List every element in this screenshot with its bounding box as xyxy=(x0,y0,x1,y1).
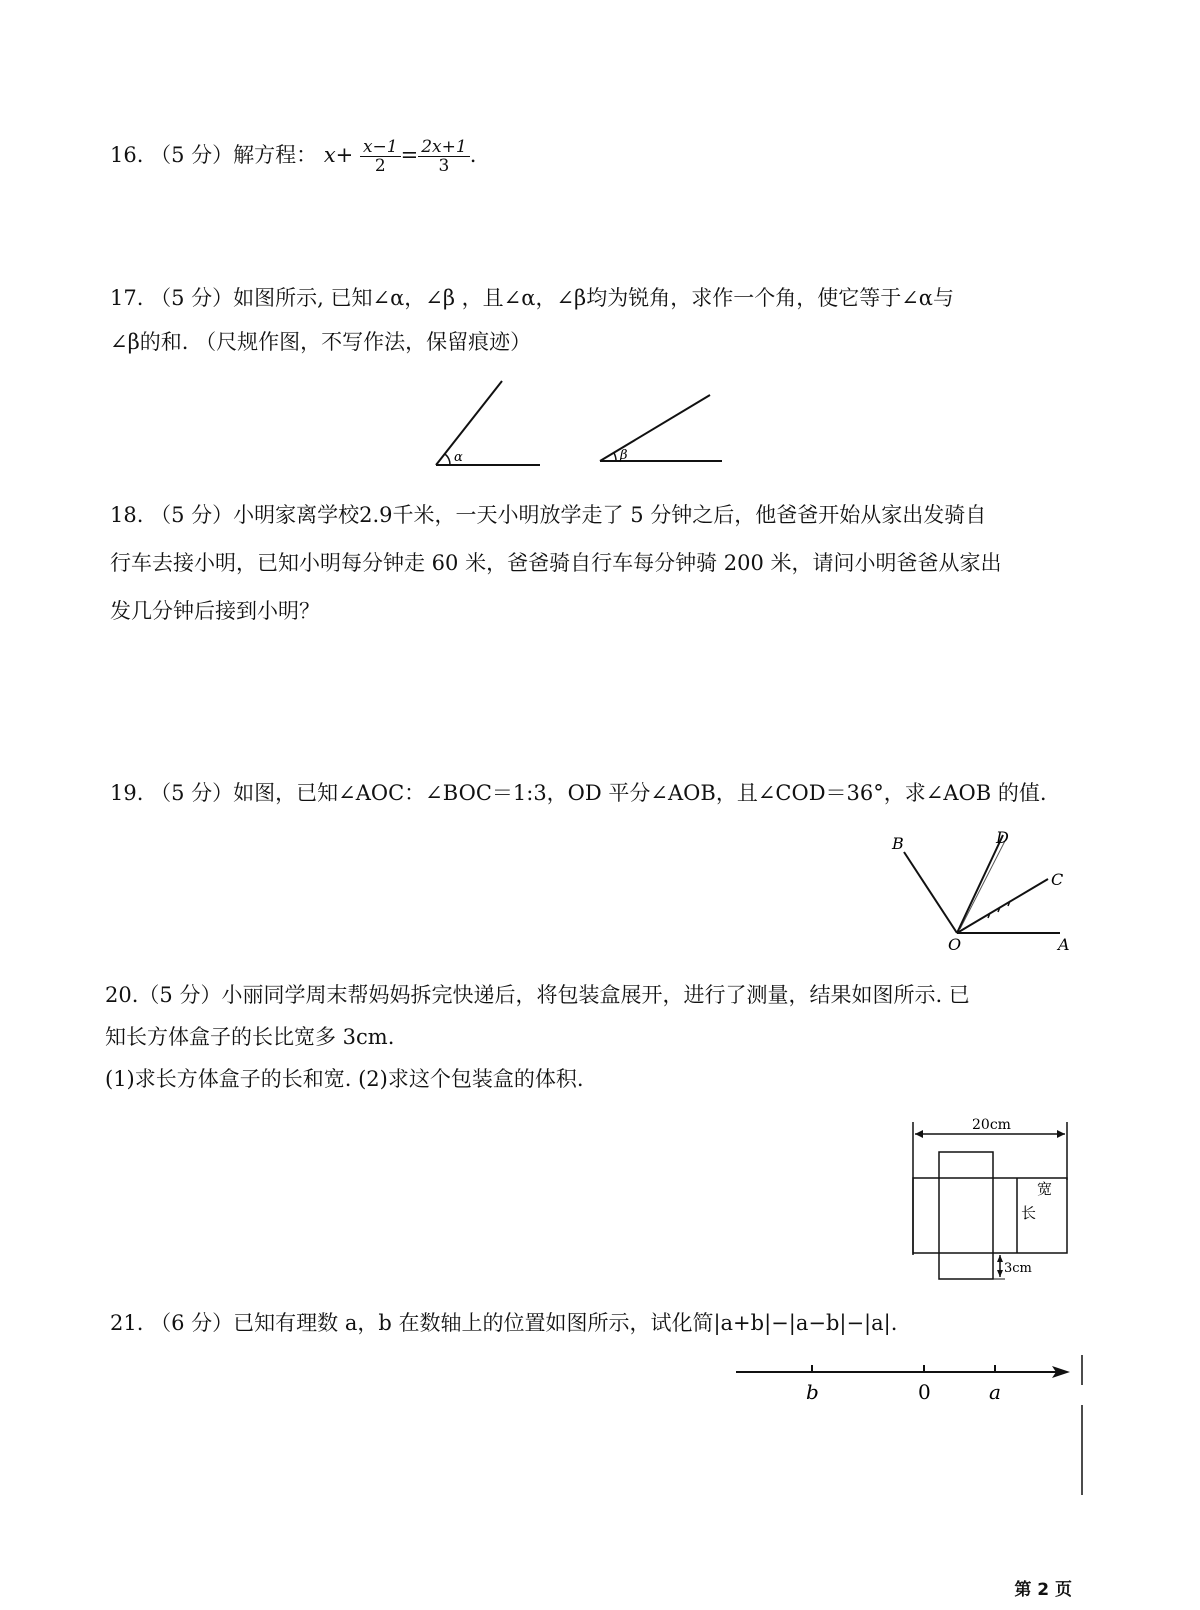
angle-figures xyxy=(430,375,730,475)
question-text: 如图所示, 已知∠α，∠β ，且∠α，∠β均为锐角，求作一个角，使它等于∠α与 xyxy=(233,286,954,310)
label-length: 长 xyxy=(1021,1204,1037,1222)
question-20-line-1 xyxy=(105,980,970,1010)
dim-top: 20cm xyxy=(972,1117,1011,1133)
question-score: （6 分） xyxy=(150,1311,234,1335)
box-net-figure xyxy=(905,1110,1085,1285)
question-score: （5 分） xyxy=(150,286,234,310)
fraction-1 xyxy=(360,138,401,175)
equation-equals: = xyxy=(400,143,419,167)
question-score: （5 分） xyxy=(138,983,222,1007)
question-text: 小明家离学校2.9千米，一天小明放学走了 5 分钟之后，他爸爸开始从家出发骑自 xyxy=(233,503,987,527)
axis-label-0: 0 xyxy=(918,1380,931,1404)
question-number: 19. xyxy=(110,781,144,805)
question-score: （5 分） xyxy=(150,781,234,805)
question-number: 17. xyxy=(110,286,144,310)
fraction-2-denominator: 3 xyxy=(438,156,450,176)
question-18 xyxy=(110,500,1002,626)
alpha-label: α xyxy=(454,450,463,465)
question-score: （5 分） xyxy=(150,503,234,527)
fraction-2-numerator: 2x+1 xyxy=(418,138,469,157)
question-number: 21. xyxy=(110,1311,144,1335)
fraction-1-numerator: x−1 xyxy=(360,138,401,157)
question-16 xyxy=(110,138,476,175)
question-17 xyxy=(110,283,954,357)
question-18-line-1 xyxy=(110,500,1002,530)
equation-plus: + xyxy=(335,143,354,167)
question-number: 20. xyxy=(105,983,139,1007)
question-18-line-2: 行车去接小明，已知小明每分钟走 60 米，爸爸骑自行车每分钟骑 200 米，请问小明爸爸从家出 xyxy=(110,551,1002,575)
label-o: O xyxy=(948,935,962,954)
question-number: 16. xyxy=(110,143,144,167)
label-width: 宽 xyxy=(1037,1180,1053,1198)
question-20 xyxy=(105,980,970,1094)
question-text: 已知有理数 a，b 在数轴上的位置如图所示，试化简|a+b|−|a−b|−|a|. xyxy=(233,1311,898,1335)
equation-end: . xyxy=(469,143,477,167)
question-21 xyxy=(110,1308,897,1338)
angle-beta xyxy=(600,395,722,463)
fraction-2 xyxy=(418,138,469,175)
beta-label: β xyxy=(620,448,628,463)
page-number: 第 2 页 xyxy=(1014,1580,1072,1600)
question-17-line-2: ∠β的和. （尺规作图，不写作法，保留痕迹） xyxy=(110,330,532,354)
question-prompt: 解方程： xyxy=(233,143,318,167)
question-19 xyxy=(110,778,1047,808)
label-b: B xyxy=(892,834,904,853)
equation-x: x xyxy=(323,143,336,167)
axis-label-a: a xyxy=(989,1380,1001,1404)
question-score: （5 分） xyxy=(150,143,234,167)
question-text: 小丽同学周末帮妈妈拆完快递后，将包装盒展开，进行了测量，结果如图所示. 已 xyxy=(221,983,970,1007)
fraction-1-denominator: 2 xyxy=(374,156,386,176)
axis-label-b: b xyxy=(806,1380,819,1404)
label-c: C xyxy=(1051,870,1064,889)
dim-bottom: 3cm xyxy=(1004,1261,1032,1276)
question-number: 18. xyxy=(110,503,144,527)
number-line xyxy=(730,1355,1090,1505)
question-text: 如图，已知∠AOC：∠BOC＝1:3，OD 平分∠AOB，且∠COD＝36°，求∠AOB 的值. xyxy=(233,781,1047,805)
question-17-line-1 xyxy=(110,283,954,313)
angle-alpha xyxy=(436,381,540,465)
question-18-line-3: 发几分钟后接到小明？ xyxy=(110,599,320,623)
label-d: D xyxy=(996,828,1009,847)
question-20-line-2: 知长方体盒子的长比宽多 3cm. xyxy=(105,1025,395,1049)
question-20-line-3: (1)求长方体盒子的长和宽. (2)求这个包装盒的体积. xyxy=(105,1067,584,1091)
label-a: A xyxy=(1058,935,1070,954)
angle-aob-figure xyxy=(880,825,1080,955)
